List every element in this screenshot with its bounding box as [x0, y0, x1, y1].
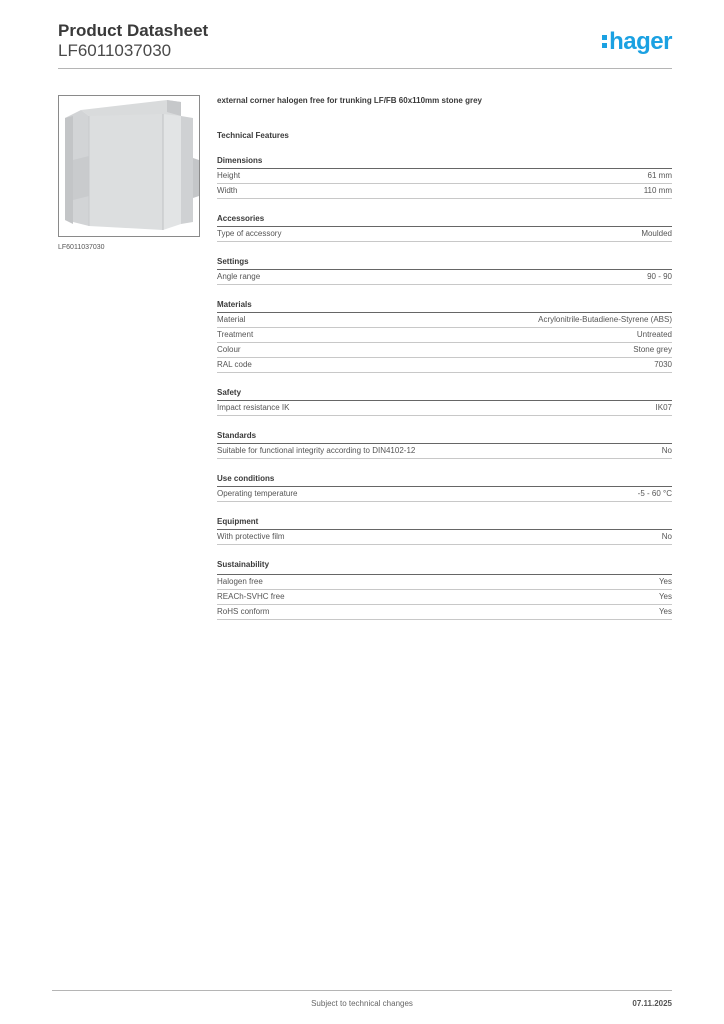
section-standards: [217, 431, 672, 459]
spec-row: [217, 358, 672, 373]
spec-label: RAL code: [217, 360, 252, 369]
spec-value: 110 mm: [643, 186, 672, 195]
section-title: Use conditions: [217, 474, 672, 487]
section-title: Materials: [217, 300, 672, 313]
spec-label: Colour: [217, 345, 241, 354]
spec-row: [217, 575, 672, 590]
spec-value: -5 - 60 °C: [637, 489, 672, 498]
hager-logo: [602, 28, 672, 56]
spec-label: Material: [217, 315, 246, 324]
spec-label: Angle range: [217, 272, 261, 281]
section-dimensions: [217, 156, 672, 199]
spec-value: 7030: [654, 360, 672, 369]
section-materials: [217, 300, 672, 373]
section-settings: [217, 257, 672, 285]
section-title: Safety: [217, 388, 672, 401]
spec-value: Stone grey: [633, 345, 672, 354]
spec-label: With protective film: [217, 532, 285, 541]
spec-label: Treatment: [217, 330, 254, 339]
spec-label: Type of accessory: [217, 229, 282, 238]
section-title: Sustainability: [217, 560, 672, 575]
spec-row: [217, 343, 672, 358]
section-title: Settings: [217, 257, 672, 270]
section-title: Accessories: [217, 214, 672, 227]
section-title: Dimensions: [217, 156, 672, 169]
page-header: [58, 21, 208, 61]
spec-label: Width: [217, 186, 238, 195]
section-safety: [217, 388, 672, 416]
feature-sections: [217, 156, 672, 620]
spec-label: Operating temperature: [217, 489, 298, 498]
spec-row: [217, 590, 672, 605]
section-accessories: [217, 214, 672, 242]
footer-note: Subject to technical changes: [311, 999, 413, 1008]
spec-row: [217, 184, 672, 199]
spec-row: [217, 401, 672, 416]
spec-label: Halogen free: [217, 577, 263, 586]
spec-row: [217, 313, 672, 328]
section-sustainability: [217, 560, 672, 620]
header-divider: [58, 68, 672, 69]
product-code: LF6011037030: [58, 41, 172, 60]
section-title: Equipment: [217, 517, 672, 530]
spec-row: [217, 227, 672, 242]
footer-divider: [52, 990, 672, 991]
spec-value: Acrylonitrile-Butadiene-Styrene (ABS): [538, 315, 672, 324]
spec-value: Yes: [658, 577, 672, 586]
spec-value: Yes: [658, 607, 672, 616]
spec-row: [217, 169, 672, 184]
technical-features-heading: Technical Features: [217, 131, 289, 140]
footer-date: 07.11.2025: [632, 999, 672, 1008]
spec-value: Moulded: [641, 229, 672, 238]
spec-label: RoHS conform: [217, 607, 270, 616]
spec-value: 61 mm: [647, 171, 672, 180]
spec-label: REACh-SVHC free: [217, 592, 285, 601]
spec-value: 90 - 90: [647, 272, 672, 281]
logo-text: hager: [609, 28, 672, 55]
spec-value: No: [661, 446, 672, 455]
spec-value: IK07: [655, 403, 672, 412]
product-details: [217, 96, 672, 620]
spec-value: Yes: [658, 592, 672, 601]
section-equipment: [217, 517, 672, 545]
section-use-conditions: [217, 474, 672, 502]
product-description: external corner halogen free for trunking LF/FB 60x110mm stone grey: [217, 96, 482, 105]
spec-label: Height: [217, 171, 241, 180]
product-image: [58, 95, 200, 237]
spec-row: [217, 605, 672, 620]
corner-piece-illustration: [59, 96, 199, 236]
spec-label: Suitable for functional integrity according to DIN4102-12: [217, 446, 416, 455]
page-title: Product Datasheet: [58, 21, 209, 40]
spec-row: [217, 487, 672, 502]
section-title: Standards: [217, 431, 672, 444]
spec-value: Untreated: [636, 330, 672, 339]
image-caption: LF6011037030: [58, 244, 105, 251]
spec-row: [217, 530, 672, 545]
logo-dots-icon: [602, 29, 608, 49]
spec-row: [217, 444, 672, 459]
spec-value: No: [661, 532, 672, 541]
spec-label: Impact resistance IK: [217, 403, 290, 412]
spec-row: [217, 270, 672, 285]
spec-row: [217, 328, 672, 343]
